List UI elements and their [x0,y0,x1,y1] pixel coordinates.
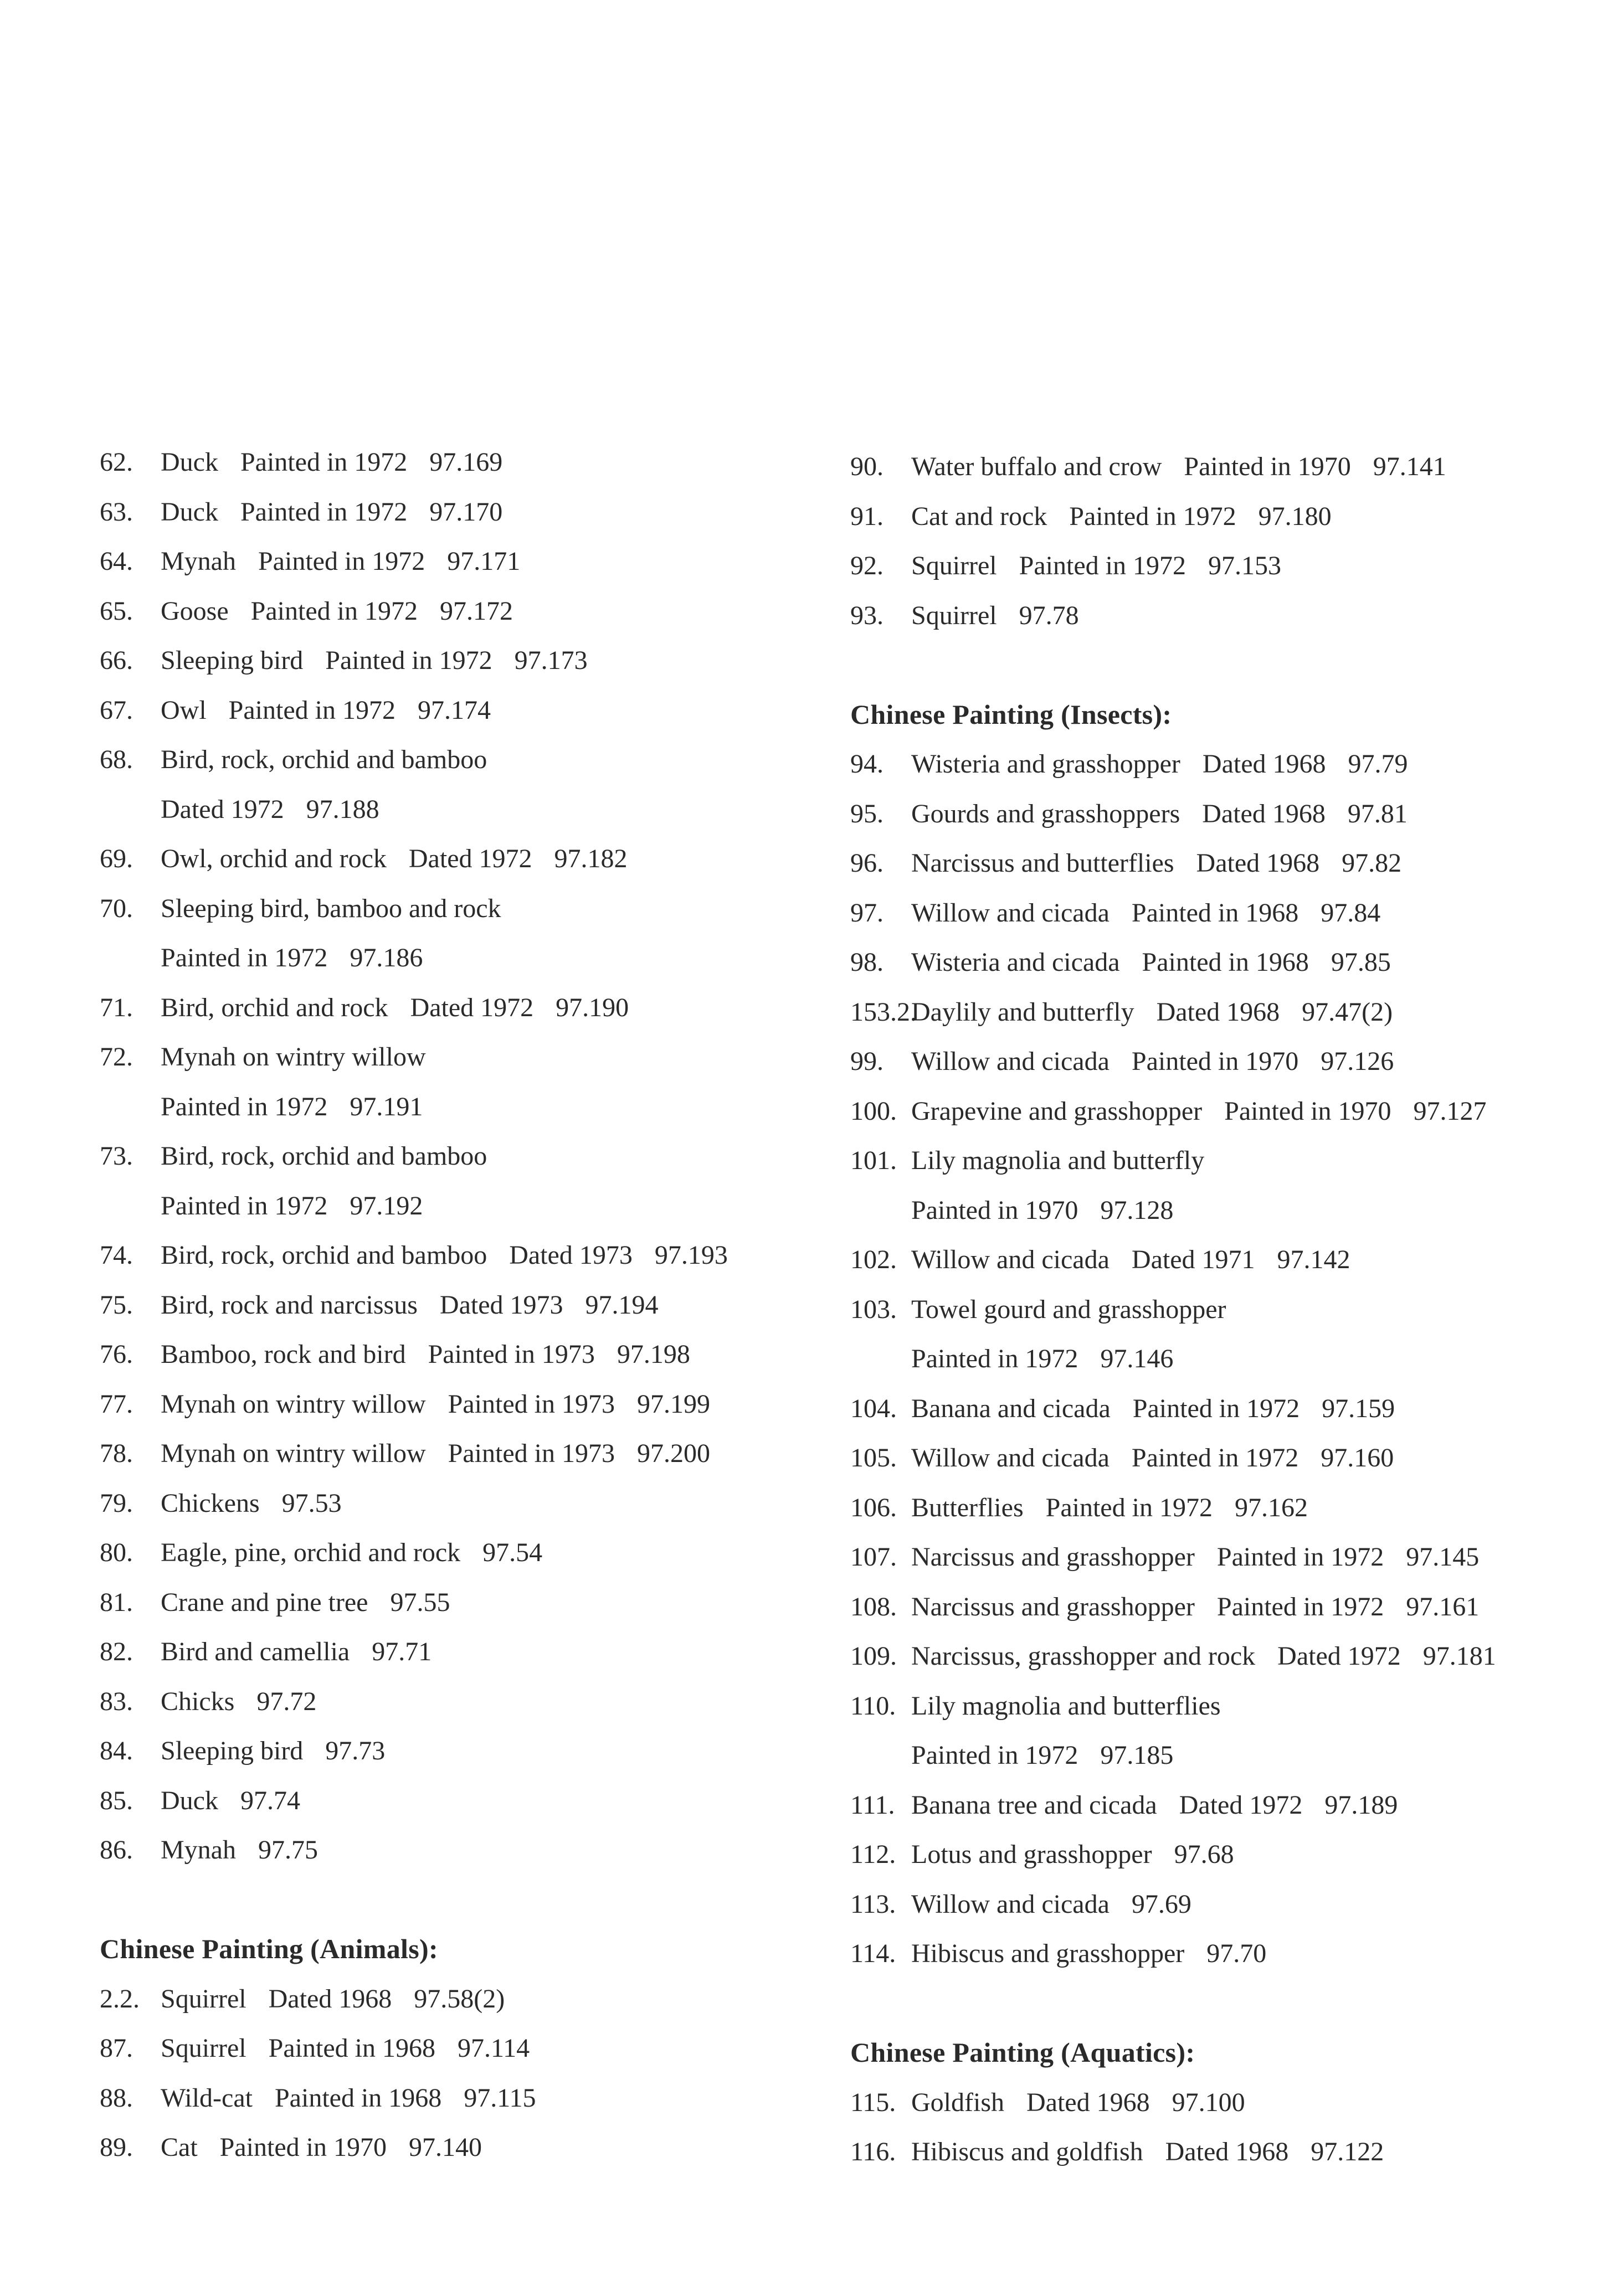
catalog-entry [850,1384,1581,1434]
accession-number: 97.72 [256,1686,317,1716]
accession-number: 97.74 [240,1785,300,1815]
entry-title: Duck [161,497,218,527]
catalog-entry [100,1429,831,1479]
entry-title: Willow and cicada [911,1443,1110,1473]
catalog-entry-continuation [100,785,831,835]
entry-date: Painted in 1968 [1142,948,1309,977]
entry-number: 79. [100,1488,133,1518]
catalog-entry [850,1433,1581,1483]
catalog-entry [100,437,831,487]
entry-date: Dated 1973 [509,1240,633,1270]
catalog-entry [850,541,1581,591]
entry-number: 103. [850,1294,897,1324]
entry-title: Willow and cicada [911,1889,1110,1919]
entry-title: Goldfish [911,2087,1004,2117]
entry-date: Painted in 1970 [1131,1047,1299,1076]
catalog-entry-continuation [100,1082,831,1132]
entry-number: 97. [850,898,884,928]
entry-number: 67. [100,695,133,725]
entry-date: Dated 1972 [1277,1641,1401,1671]
entry-number: 83. [100,1686,133,1716]
accession-number: 97.186 [350,943,423,972]
accession-number: 97.69 [1131,1889,1191,1919]
catalog-entry [100,1379,831,1429]
entry-title: Water buffalo and crow [911,452,1162,481]
entry-title: Banana tree and cicada [911,1790,1157,1820]
entry-title: Banana and cicada [911,1393,1111,1423]
accession-number: 97.115 [464,2083,536,2113]
catalog-entry [100,1528,831,1578]
accession-number: 97.172 [439,596,513,626]
accession-number: 97.114 [457,2034,530,2063]
accession-number: 97.81 [1347,799,1408,828]
catalog-entry [850,987,1581,1037]
accession-number: 97.58(2) [414,1984,505,2014]
entry-title: Willow and cicada [911,898,1110,928]
entry-number: 109. [850,1641,897,1671]
entry-number: 93. [850,600,884,630]
catalog-entry [850,591,1581,641]
accession-number: 97.126 [1321,1047,1394,1076]
catalog-entry [850,938,1581,987]
entry-title: Wisteria and cicada [911,948,1120,977]
entry-date: Painted in 1972 [1045,1492,1213,1522]
entry-date: Painted in 1973 [448,1439,615,1468]
catalog-entry [100,1677,831,1727]
entry-number: 68. [100,745,133,774]
entry-number: 81. [100,1587,133,1617]
entry-number: 94. [850,749,884,779]
entry-title: Daylily and butterfly [911,997,1134,1027]
catalog-entry [100,884,831,934]
entry-title: Narcissus and grasshopper [911,1592,1195,1621]
entry-date: Painted in 1972 [161,943,328,972]
entry-date: Painted in 1973 [428,1340,595,1369]
entry-date: Painted in 1972 [911,1741,1078,1770]
catalog-entry-continuation [850,1334,1581,1384]
entry-title: Narcissus and butterflies [911,848,1174,878]
catalog-entry [850,838,1581,888]
catalog-entry-continuation [100,933,831,983]
entry-date: Painted in 1972 [1019,551,1186,580]
entry-number: 107. [850,1542,897,1572]
entry-date: Painted in 1972 [1132,1393,1300,1423]
entry-date: Dated 1973 [439,1290,563,1320]
entry-title: Bird and camellia [161,1637,350,1666]
entry-date: Dated 1972 [161,794,284,824]
catalog-entry [100,1479,831,1528]
catalog-entry [850,2078,1581,2128]
left-column [100,437,831,2173]
catalog-entry [850,1830,1581,1880]
entry-number: 102. [850,1245,897,1274]
accession-number: 97.189 [1324,1790,1398,1820]
entry-number: 86. [100,1835,133,1865]
entry-title: Squirrel [911,600,997,630]
entry-number: 116. [850,2137,896,2166]
entry-date: Dated 1972 [408,844,532,873]
entry-number: 85. [100,1785,133,1815]
entry-date: Dated 1968 [1165,2137,1289,2166]
entry-number: 90. [850,452,884,481]
catalog-entry [100,735,831,785]
entry-date: Dated 1968 [1202,799,1326,828]
entry-date: Painted in 1973 [448,1389,615,1419]
entry-title: Squirrel [161,1984,246,2014]
catalog-entry [100,1974,831,2024]
catalog-entry [100,1231,831,1280]
accession-number: 97.190 [556,992,629,1022]
entry-number: 65. [100,596,133,626]
accession-number: 97.68 [1174,1840,1234,1869]
entry-title: Lily magnolia and butterfly [911,1146,1205,1175]
catalog-entry [850,1235,1581,1285]
entry-date: Painted in 1972 [161,1191,328,1221]
entry-title: Lily magnolia and butterflies [911,1691,1221,1721]
catalog-entry [100,636,831,686]
right-column [850,442,1581,2177]
entry-title: Towel gourd and grasshopper [911,1294,1226,1324]
catalog-entry [100,2073,831,2123]
entry-number: 63. [100,497,133,527]
entry-title: Mynah on wintry willow [161,1042,426,1072]
entry-number: 110. [850,1691,896,1721]
accession-number: 97.174 [417,695,491,725]
entry-title: Owl, orchid and rock [161,844,387,873]
catalog-entry [850,1681,1581,1731]
catalog-entry [100,487,831,537]
catalog-entry [100,983,831,1033]
catalog-entry [850,1780,1581,1830]
entry-title: Wild-cat [161,2083,253,2113]
section-spacer [850,640,1581,690]
accession-number: 97.173 [514,646,588,675]
accession-number: 97.73 [325,1736,386,1765]
entry-date: Painted in 1972 [911,1344,1078,1373]
entry-date: Dated 1972 [1179,1790,1303,1820]
accession-number: 97.122 [1311,2137,1384,2166]
section-heading: Chinese Painting (Aquatics): [850,2037,1195,2068]
entry-title: Lotus and grasshopper [911,1840,1152,1869]
catalog-entry [100,834,831,884]
entry-date: Painted in 1972 [250,596,418,626]
entry-title: Hibiscus and grasshopper [911,1939,1185,1968]
entry-number: 70. [100,893,133,923]
entry-title: Butterflies [911,1492,1024,1522]
entry-date: Dated 1971 [1131,1245,1255,1274]
entry-number: 88. [100,2083,133,2113]
entry-title: Willow and cicada [911,1245,1110,1274]
entry-title: Squirrel [161,2034,246,2063]
catalog-entry [850,1631,1581,1681]
accession-number: 97.54 [482,1538,543,1567]
entry-date: Painted in 1972 [240,497,408,527]
entry-number: 89. [100,2133,133,2162]
entry-date: Dated 1972 [410,992,534,1022]
catalog-entry [850,1285,1581,1335]
entry-title: Narcissus and grasshopper [911,1542,1195,1572]
catalog-entry [100,1280,831,1330]
entry-title: Sleeping bird, bamboo and rock [161,893,501,923]
accession-number: 97.78 [1019,600,1079,630]
entry-number: 113. [850,1889,896,1919]
entry-date: Painted in 1970 [1184,452,1351,481]
catalog-entry [100,2123,831,2173]
entry-number: 74. [100,1240,133,1270]
entry-number: 80. [100,1538,133,1567]
catalog-entry [850,1037,1581,1087]
entry-date: Painted in 1970 [911,1195,1078,1225]
catalog-entry [850,1929,1581,1979]
catalog-entry [100,537,831,586]
entry-number: 111. [850,1790,895,1820]
accession-number: 97.127 [1413,1096,1487,1126]
accession-number: 97.181 [1422,1641,1496,1671]
entry-number: 73. [100,1141,133,1171]
entry-date: Painted in 1968 [1131,898,1299,928]
entry-number: 69. [100,844,133,873]
accession-number: 97.128 [1100,1195,1174,1225]
entry-date: Painted in 1972 [1131,1443,1299,1473]
entry-date: Painted in 1972 [258,547,425,576]
entry-title: Grapevine and grasshopper [911,1096,1203,1126]
entry-date: Painted in 1968 [268,2034,435,2063]
catalog-entry [100,1776,831,1826]
entry-number: 87. [100,2034,133,2063]
entry-title: Duck [161,447,218,477]
catalog-entry [100,1726,831,1776]
entry-number: 153.2. [850,997,917,1027]
entry-number: 84. [100,1736,133,1765]
entry-date: Dated 1968 [1026,2087,1150,2117]
entry-date: Painted in 1972 [161,1092,328,1121]
catalog-entry [100,1131,831,1181]
entry-number: 108. [850,1592,897,1621]
catalog-entry [850,888,1581,938]
entry-number: 2.2. [100,1984,140,2014]
accession-number: 97.82 [1342,848,1402,878]
entry-title: Mynah [161,547,236,576]
catalog-entry [850,442,1581,492]
accession-number: 97.161 [1406,1592,1480,1621]
entry-title: Mynah on wintry willow [161,1389,426,1419]
accession-number: 97.159 [1322,1393,1395,1423]
accession-number: 97.169 [429,447,503,477]
catalog-entry [100,1578,831,1628]
entry-date: Dated 1968 [1156,997,1280,1027]
catalog-entry [850,2127,1581,2177]
entry-number: 96. [850,848,884,878]
catalog-entry [850,1880,1581,1929]
entry-number: 77. [100,1389,133,1419]
entry-number: 95. [850,799,884,828]
accession-number: 97.192 [350,1191,423,1221]
catalog-entry [850,492,1581,542]
accession-number: 97.70 [1206,1939,1267,1968]
entry-number: 115. [850,2087,896,2117]
entry-title: Crane and pine tree [161,1587,368,1617]
entry-title: Wisteria and grasshopper [911,749,1180,779]
catalog-entry [850,1136,1581,1186]
entry-number: 112. [850,1840,896,1869]
entry-date: Dated 1968 [1196,848,1320,878]
accession-number: 97.145 [1406,1542,1480,1572]
accession-number: 97.171 [447,547,521,576]
entry-title: Hibiscus and goldfish [911,2137,1143,2166]
catalog-entry [850,739,1581,789]
catalog-entry [850,1483,1581,1533]
accession-number: 97.75 [258,1835,318,1865]
entry-number: 106. [850,1492,897,1522]
entry-number: 99. [850,1047,884,1076]
entry-date: Painted in 1968 [274,2083,442,2113]
entry-title: Bird, rock and narcissus [161,1290,418,1320]
entry-number: 104. [850,1393,897,1423]
entry-number: 82. [100,1637,133,1666]
entry-title: Mynah [161,1835,236,1865]
accession-number: 97.79 [1348,749,1408,779]
entry-number: 64. [100,547,133,576]
entry-number: 105. [850,1443,897,1473]
entry-number: 100. [850,1096,897,1126]
catalog-entry [100,586,831,636]
accession-number: 97.188 [306,794,379,824]
entry-title: Willow and cicada [911,1047,1110,1076]
accession-number: 97.85 [1331,948,1391,977]
accession-number: 97.142 [1277,1245,1350,1274]
entry-number: 78. [100,1439,133,1468]
entry-title: Owl [161,695,207,725]
entry-title: Chicks [161,1686,235,1716]
accession-number: 97.153 [1208,551,1281,580]
accession-number: 97.180 [1258,501,1332,531]
entry-title: Bamboo, rock and bird [161,1340,406,1369]
entry-title: Goose [161,596,229,626]
accession-number: 97.141 [1373,452,1446,481]
entry-title: Eagle, pine, orchid and rock [161,1538,461,1567]
entry-number: 62. [100,447,133,477]
catalog-entry-continuation [100,1181,831,1231]
accession-number: 97.84 [1321,898,1381,928]
entry-title: Gourds and grasshoppers [911,799,1180,828]
entry-title: Bird, rock, orchid and bamboo [161,1141,487,1171]
entry-number: 76. [100,1340,133,1369]
catalog-entry [100,1627,831,1677]
entry-title: Sleeping bird [161,1736,304,1765]
entry-title: Narcissus, grasshopper and rock [911,1641,1256,1671]
entry-title: Mynah on wintry willow [161,1439,426,1468]
accession-number: 97.71 [372,1637,432,1666]
accession-number: 97.191 [350,1092,423,1121]
entry-number: 98. [850,948,884,977]
accession-number: 97.146 [1100,1344,1174,1373]
accession-number: 97.160 [1321,1443,1394,1473]
entry-date: Painted in 1972 [240,447,408,477]
accession-number: 97.185 [1100,1741,1174,1770]
accession-number: 97.199 [636,1389,710,1419]
catalog-entry [100,1032,831,1082]
entry-number: 72. [100,1042,133,1072]
catalog-entry [100,1330,831,1379]
entry-title: Sleeping bird [161,646,304,675]
accession-number: 97.194 [585,1290,659,1320]
entry-date: Painted in 1972 [1216,1542,1384,1572]
entry-title: Duck [161,1785,218,1815]
entry-number: 114. [850,1939,896,1968]
entry-date: Dated 1968 [268,1984,392,2014]
entry-number: 92. [850,551,884,580]
entry-title: Bird, rock, orchid and bamboo [161,745,487,774]
entry-date: Painted in 1970 [1224,1096,1391,1126]
entry-number: 71. [100,992,133,1022]
entry-date: Painted in 1972 [228,695,396,725]
entry-title: Chickens [161,1488,260,1518]
entry-title: Squirrel [911,551,997,580]
entry-date: Painted in 1970 [219,2133,387,2162]
catalog-entry-continuation [850,1731,1581,1780]
accession-number: 97.200 [636,1439,710,1468]
catalog-entry-continuation [850,1186,1581,1235]
section-spacer [100,1875,831,1925]
catalog-entry [850,789,1581,839]
accession-number: 97.198 [617,1340,690,1369]
accession-number: 97.162 [1234,1492,1308,1522]
entry-date: Dated 1968 [1202,749,1326,779]
section-heading: Chinese Painting (Animals): [100,1933,438,1964]
entry-number: 91. [850,501,884,531]
entry-number: 75. [100,1290,133,1320]
catalog-entry [100,2024,831,2073]
accession-number: 97.47(2) [1302,997,1393,1027]
catalog-entry [850,1532,1581,1582]
entry-date: Painted in 1972 [1069,501,1236,531]
catalog-entry [850,1582,1581,1632]
entry-title: Bird, rock, orchid and bamboo [161,1240,487,1270]
accession-number: 97.170 [429,497,503,527]
catalog-entry [850,1087,1581,1136]
catalog-entry [100,686,831,735]
accession-number: 97.55 [390,1587,450,1617]
entry-date: Painted in 1972 [325,646,492,675]
entry-title: Bird, orchid and rock [161,992,388,1022]
catalog-entry [100,1825,831,1875]
accession-number: 97.100 [1172,2087,1245,2117]
accession-number: 97.182 [554,844,628,873]
entry-title: Cat [161,2133,198,2162]
entry-date: Painted in 1972 [1216,1592,1384,1621]
accession-number: 97.193 [654,1240,728,1270]
entry-title: Cat and rock [911,501,1047,531]
accession-number: 97.140 [408,2133,482,2162]
section-spacer [850,1979,1581,2029]
accession-number: 97.53 [281,1488,342,1518]
entry-number: 101. [850,1146,897,1175]
entry-number: 66. [100,646,133,675]
section-heading: Chinese Painting (Insects): [850,698,1172,730]
